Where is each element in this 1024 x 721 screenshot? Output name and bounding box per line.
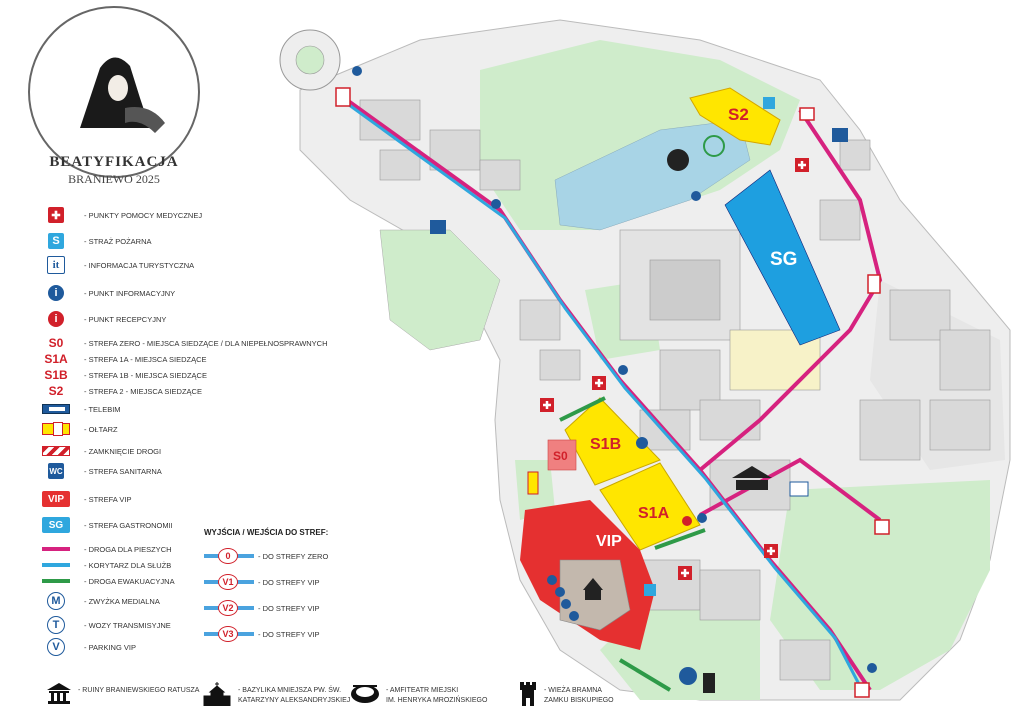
landmark-town-hall: [46, 682, 199, 704]
landmark-label: - BAZYLIKA MNIEJSZA PW. ŚW.: [238, 687, 342, 694]
zone-s2-label: S2: [728, 105, 749, 124]
legend-item-reception: [42, 310, 166, 328]
map-vip-parking: [679, 667, 697, 685]
entry-item-v1: [204, 572, 320, 592]
legend-item-info-point: [42, 284, 175, 302]
entry-label: - DO STREFY VIP: [258, 603, 320, 613]
legend-label: - STRAŻ POŻARNA: [84, 236, 152, 246]
map-tourist-info: [790, 482, 808, 496]
legend-item-fire-brigade: [42, 232, 152, 250]
zone-vip-label: VIP: [596, 533, 622, 550]
legend-label: - ZWYŻKA MEDIALNA: [84, 596, 160, 606]
legend-item-wc: [42, 462, 162, 480]
map-wc-2: [832, 128, 848, 142]
landmark-label-2: ZAMKU BISKUPIEGO: [544, 697, 614, 704]
legend-item-medical: [42, 206, 202, 224]
legend-item-s2: [42, 382, 202, 400]
legend-label: - WOZY TRANSMISYJNE: [84, 620, 171, 630]
entry-item-zero: [204, 546, 328, 566]
zone-s0-symbol: S0: [48, 336, 64, 350]
screen-icon: [42, 404, 70, 414]
legend-item-road-closure: [42, 442, 161, 460]
legend-label: - INFORMACJA TURYSTYCZNA: [84, 260, 195, 270]
fire-brigade-icon: S: [48, 233, 64, 249]
reception-point-icon: i: [48, 311, 64, 327]
landmark-label: - AMFITEATR MIEJSKI: [386, 687, 459, 694]
nun-with-child-illustration: [30, 8, 198, 176]
map-fire-2: [644, 584, 656, 596]
logo-circle: [28, 6, 200, 178]
entry-label: - DO STREFY ZERO: [258, 551, 329, 561]
legend-item-tourist-info: [42, 256, 194, 274]
landmark-label-2: KATARZYNY ALEKSANDRYJSKIEJ: [238, 697, 351, 704]
legend-label: - PARKING VIP: [84, 642, 136, 652]
landmark-amphitheatre: [350, 682, 487, 706]
landmark-basilica: [202, 682, 350, 706]
town-hall-ruins-icon: [46, 682, 72, 704]
road-closure-icon: [42, 446, 70, 456]
landmark-label: - RUINY BRANIEWSKIEGO RATUSZA: [78, 687, 200, 694]
service-corridor-line: [42, 563, 70, 567]
legend-label: - PUNKTY POMOCY MEDYCZNEJ: [84, 210, 203, 220]
legend-item-screen: [42, 400, 121, 418]
legend-label: - STREFA GASTRONOMII: [84, 520, 173, 530]
legend-label: - STREFA 1B - MIEJSCA SIEDZĄCE: [84, 370, 207, 380]
entry-arrow-icon: V2: [204, 600, 254, 616]
zone-s2-symbol: S2: [48, 384, 64, 398]
beatification-logo: [28, 6, 200, 194]
legend-label: - DROGA EWAKUACYJNA: [84, 576, 175, 586]
legend-label: - STREFA VIP: [84, 494, 132, 504]
media-icon: M: [47, 592, 65, 610]
vip-parking-icon: V: [47, 638, 65, 656]
altar-icon: [42, 423, 70, 435]
map-wc-1: [430, 220, 446, 234]
legend-item-broadcast: [42, 616, 171, 634]
entry-arrow-icon: V1: [204, 574, 254, 590]
gastronomy-icon: SG: [42, 517, 70, 533]
logo-subtitle: BRANIEWO 2025: [68, 172, 160, 186]
legend-item-evacuation: [42, 572, 175, 590]
entry-item-v2: [204, 598, 320, 618]
legend-item-media: [42, 592, 160, 610]
legend-item-vip: [42, 490, 132, 508]
legend-label: - DROGA DLA PIESZYCH: [84, 544, 172, 554]
tower-icon: [518, 682, 538, 706]
tourist-info-icon: it: [47, 256, 65, 274]
legend-label: - PUNKT INFORMACYJNY: [84, 288, 176, 298]
entry-arrow-icon: 0: [204, 548, 254, 564]
legend-label: - STREFA 2 - MIEJSCA SIEDZĄCE: [84, 386, 202, 396]
map-fire-1: [763, 97, 775, 109]
legend-item-altar: [42, 420, 118, 438]
map-media-point: [636, 437, 648, 449]
zone-s1a-label: S1A: [638, 505, 670, 522]
map-altar: [528, 472, 538, 494]
basilica-icon: [202, 682, 232, 706]
legend-label: - ZAMKNIĘCIE DROGI: [84, 446, 162, 456]
legend-label: - STREFA SANITARNA: [84, 466, 162, 476]
legend-label: - STREFA ZERO - MIEJSCA SIEDZĄCE / DLA NIEPEŁNOSPRAWNYCH: [84, 338, 328, 348]
zone-s1b-symbol: S1B: [44, 368, 68, 382]
landmark-label: - WIEŻA BRAMNA: [544, 687, 602, 694]
legend-item-vip-parking: [42, 638, 136, 656]
landmark-label-2: IM. HENRYKA MROZIŃSKIEGO: [386, 697, 488, 704]
map-tower-icon: [703, 673, 715, 693]
zone-s1b-label: S1B: [590, 436, 622, 453]
broadcast-truck-icon: T: [47, 616, 65, 634]
legend-label: - KORYTARZ DLA SŁUŻB: [84, 560, 172, 570]
logo-title: BEATYFIKACJA: [49, 154, 179, 170]
info-point-icon: i: [48, 285, 64, 301]
amphitheatre-icon: [350, 682, 380, 704]
wc-icon: WC: [48, 463, 64, 479]
map-reception-point: [682, 516, 692, 526]
pedestrian-road-line: [42, 547, 70, 551]
evacuation-road-line: [42, 579, 70, 583]
zone-s1a-symbol: S1A: [44, 352, 68, 366]
legend-label: - OŁTARZ: [84, 424, 118, 434]
entry-arrow-icon: V3: [204, 626, 254, 642]
zone-sg-label: SG: [770, 249, 798, 270]
entry-label: - DO STREFY VIP: [258, 577, 320, 587]
landmark-tower: [518, 682, 614, 706]
vip-icon: VIP: [42, 491, 70, 507]
entry-label: - DO STREFY VIP: [258, 629, 320, 639]
legend-item-gastronomy: [42, 516, 173, 534]
legend-label: - PUNKT RECEPCYJNY: [84, 314, 167, 324]
zone-s0-label: S0: [553, 449, 568, 463]
legend-label: - TELEBIM: [84, 404, 121, 414]
map-amphitheatre-icon: [667, 149, 689, 171]
entry-item-v3: [204, 624, 320, 644]
medical-cross-icon: ✚: [48, 207, 64, 223]
entries-heading: WYJŚCIA / WEJŚCIA DO STREF:: [204, 528, 329, 537]
legend-label: - STREFA 1A - MIEJSCA SIEDZĄCE: [84, 354, 207, 364]
